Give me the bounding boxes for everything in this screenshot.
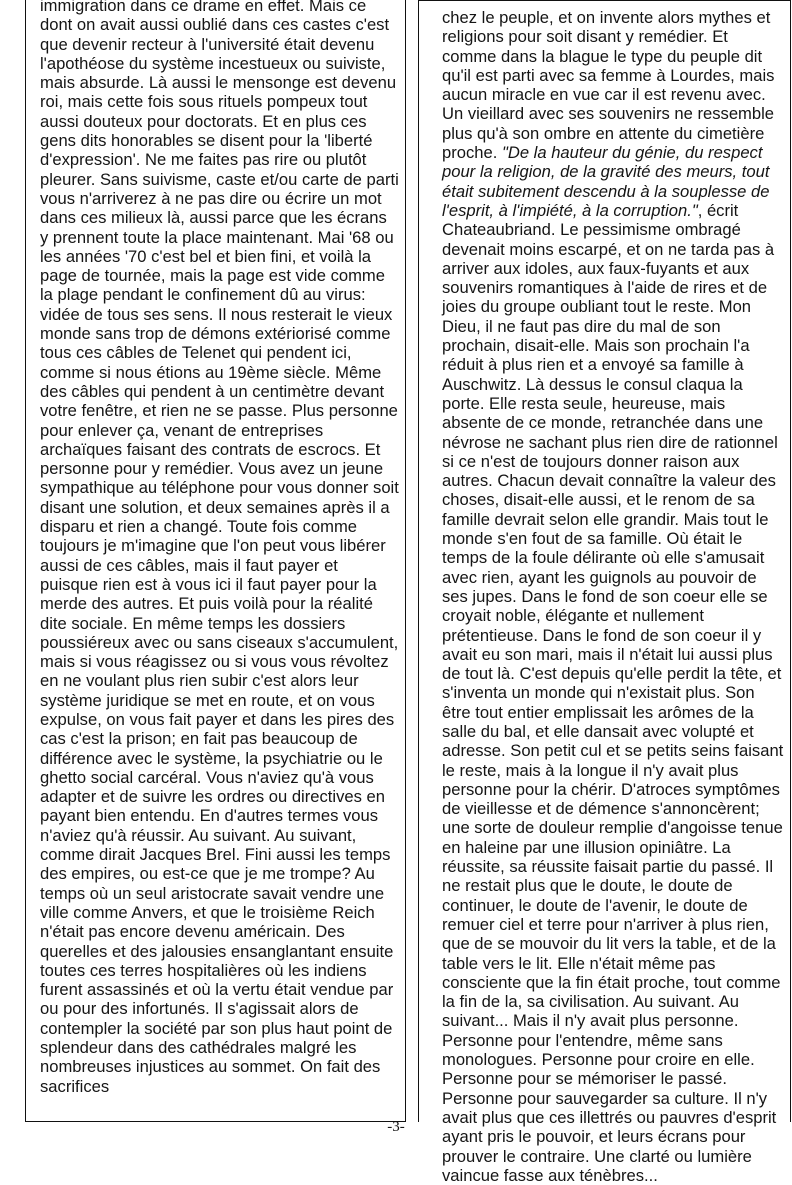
right-column-paragraph (419, 8, 790, 1185)
page-number: -3- (387, 1119, 405, 1135)
left-text-column (25, 0, 406, 1122)
right-text-column (418, 0, 791, 1185)
right-column-text-end: , écrit Chateaubriand. Le pessimisme ombragé devenait moins escarpé, et on ne tarda pas à arriver aux idoles, aux faux-fuyants et aux souvenirs romantiques à l'aide de rires et de joies du groupe oubliant tout le reste. Mon Dieu, il ne faut pas dire du mal de son prochain, disait-elle. Mais son prochain l'a réduit à plus rien et a envoyé sa famille à Auschwitz. Là dessus le consul claqua la porte. Elle resta seule, heureuse, mais absente de ce monde, retranchée dans une névrose ne sachant plus rien dire de rationnel si ce n'est de toujours donner raison aux autres. Chacun devait connaître la valeur des choses, disait-elle aussi, et le renom de sa famille devrait selon elle grandir. Mais tout le monde s'en fout de sa famille. Où était le temps de la foule délirante où elle s'amusait avec rien, ayant les guignols au pouvoir de ses jupes. Dans le fond de son coeur elle se croyait noble, élégante et nullement prétentieuse. Dans le fond de son coeur il y avait eu son mari, mais il n'était lui aussi plus de tout là. C'est depuis qu'elle perdit la tête, et s'inventa un monde qui n'existait plus. Son être tout entier emplissait les arômes de la salle du bal, et elle dansait avec volupté et adresse. Son petit cul et se petits seins faisant le reste, mais à la longue il n'y avait plus personne pour la chérir. D'atroces symptômes de vieillesse et de démence s'annoncèrent; une sorte de douleur remplie d'angoisse tenue en haleine par une illusion opiniâtre. La réussite, sa réussite faisait partie du passé. Il ne restait plus que le doute, le doute de continuer, le doute de l'avenir, le doute de remuer ciel et terre pour n'arriver à plus rien, que de se mouvoir du lit vers la table, et de la table vers le lit. Elle n'était même pas consciente que la fin était proche, tout comme la fin de la, sa civilisation. Au suivant. Au suivant... Mais il n'y avait plus personne. Personne pour l'entendre, même sans monologues. Personne pour croire en elle. Personne pour se mémoriser le passé. Personne pour sauvegarder sa culture. Il n'y avait plus que ces illettrés ou pauvres d'esprit ayant pris le pouvoir, et leurs écrans pour prouver le contraire. Une clarté ou lumière vaincue fasse aux ténèbres... (442, 200, 784, 1185)
chateaubriand-quote: "De la hauteur du génie, du respect pour la religion, de la gravité des meurs, tout était subitement descendu à la souplesse de l'esprit, à l'impiété, à la corruption." (442, 143, 770, 220)
right-column-text-start: chez le peuple, et on invente alors mythes et religions pour soit disant y remédier. Et comme dans la blague le type du peuple dit qu'il est parti avec sa femme à Lourdes, mais aucun miracle en vue car il est revenu avec. Un vieillard avec ses souvenirs ne ressemble plus qu'à son ombre en attente du cimetière proche. (442, 8, 775, 163)
left-column-paragraph: immigration dans ce drame en effet. Mais ce dont on avait aussi oublié dans ces castes c'est que devenir recteur à l'université était devenu l'apothéose du système incestueux ou suiviste, mais absurde. Là aussi le mensonge est devenu roi, mais cette fois sous rituels pompeux tout aussi douteux pour doctorats. Et en plus ces gens dits honorables se disent pour la 'liberté d'expression'. Ne me faites pas rire ou plutôt pleurer. Sans suivisme, caste et/ou carte de parti vous n'arriverez à ne pas dire ou écrire un mot dans ces milieux là, aussi parce que les écrans y prennent toute la place maintenant. Mai '68 ou les années '70 c'est bel et bien fini, et voilà la page de tournée, mais la page est vide comme la plage pendant le confinement dû au virus: vidée de tous ses sens. Il nous resterait le vieux monde sans trop de démons extériorisé comme tous ces câbles de Telenet qui pendent ici, comme si nous étions au 19ème siècle. Même des câbles qui pendent à un centimètre devant votre fenêtre, et rien ne se passe. Plus personne pour enlever ça, venant de entreprises archaïques faisant des contrats de escrocs. Et personne pour y remédier. Vous avez un jeune sympathique au téléphone pour vous donner soit disant une solution, et deux semaines après il a disparu et rien a changé. Toute fois comme toujours je m'imagine que l'on peut vous libérer aussi de ces câbles, mais il faut payer et puisque rien est à vous ici il faut payer pour la merde des autres. Et puis voilà pour la réalité dite sociale. En même temps les dossiers poussiéreux avec ou sans ciseaux s'accumulent, mais si vous réagissez ou si vous vous révoltez en ne voulant plus rien subir c'est alors leur système juridique se met en route, et on vous expulse, on vous fait payer et dans les pires des cas c'est la prison; en fait pas beaucoup de différence avec le système, la psychiatrie ou le ghetto social carcéral. Vous n'aviez qu'à vous adapter et de suivre les ordres ou directives en payant bien entendu. En d'autres termes vous n'aviez qu'à réussir. Au suivant. Au suivant, comme dirait Jacques Brel. Fini aussi les temps des empires, ou est-ce que je me trompe? Au temps où un seul aristocrate savait vendre une ville comme Anvers, et que le troisième Reich n'était pas encore devenu américain. Des querelles et des jalousies ensanglantant ensuite toutes ces terres hospitalières où les indiens furent assassinés et où la vertu était vendue par ou pour des infortunés. Il s'agissait alors de contempler la société par son plus haut point de splendeur dans des cathédrales malgré les nombreuses injustices au sommet. On fait des sacrifices (40, 0, 399, 1096)
